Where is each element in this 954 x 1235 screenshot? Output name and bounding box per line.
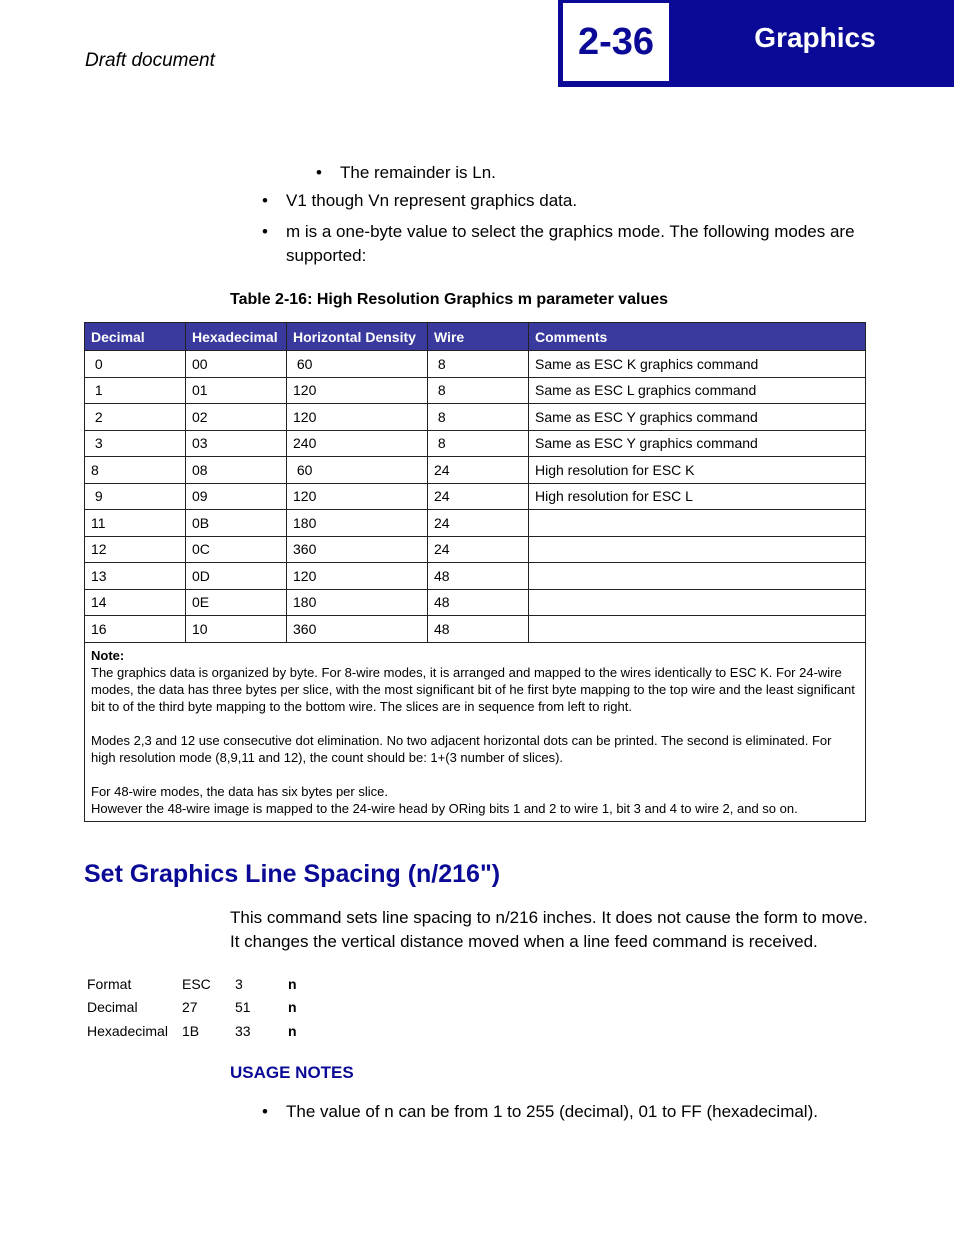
note-cell — [85, 642, 866, 821]
table-cell: 13 — [85, 563, 186, 590]
table-cell: 12 — [85, 536, 186, 563]
format-cell: 51 — [235, 999, 251, 1016]
table-cell: 03 — [186, 430, 287, 457]
table-cell: 24 — [428, 510, 529, 537]
table-row — [85, 483, 866, 510]
table-cell: 24 — [428, 483, 529, 510]
table-cell: 8 — [85, 457, 186, 484]
section-title-header: Graphics — [754, 22, 876, 53]
table-cell: 8 — [428, 351, 529, 378]
bullet-text: m is a one-byte value to select the graphics mode. The following modes are supported: — [286, 222, 855, 265]
draft-label: Draft document — [85, 50, 215, 71]
bullet-icon: • — [262, 191, 268, 210]
table-cell: 0B — [186, 510, 287, 537]
bullet-icon: • — [262, 1102, 268, 1121]
table-row — [85, 536, 866, 563]
table-cell: 1 — [85, 377, 186, 404]
format-cell: 1B — [182, 1022, 200, 1039]
table-cell: 0 — [85, 351, 186, 378]
table-cell: 0C — [186, 536, 287, 563]
format-row — [84, 972, 300, 996]
table-cell: 09 — [186, 483, 287, 510]
table-cell: 08 — [186, 457, 287, 484]
table-cell: 8 — [428, 404, 529, 431]
table-cell: 360 — [287, 536, 428, 563]
table-cell: Same as ESC L graphics command — [529, 377, 866, 404]
table-header-row — [85, 323, 866, 351]
note-label: Note: — [91, 647, 125, 663]
table-cell — [529, 616, 866, 643]
table-cell — [529, 589, 866, 616]
format-cell: Format — [87, 975, 132, 992]
table-cell: 24 — [428, 457, 529, 484]
table-cell: 360 — [287, 616, 428, 643]
table-cell — [529, 563, 866, 590]
table-row — [85, 616, 866, 643]
column-header: Horizontal Density — [287, 323, 428, 351]
table-cell: 0E — [186, 589, 287, 616]
format-cell: 33 — [235, 1022, 251, 1039]
table-cell: 02 — [186, 404, 287, 431]
table-cell: 24 — [428, 536, 529, 563]
table-cell: 8 — [428, 430, 529, 457]
table-cell: High resolution for ESC K — [529, 457, 866, 484]
table-cell: 00 — [186, 351, 287, 378]
table-cell: 48 — [428, 563, 529, 590]
note-paragraph: The graphics data is organized by byte. For 8-wire modes, it is arranged and mapped to the wires identically to ESC K. For 24-wire modes, the data has three bytes per slice, with the most significant bit of he first byte mapping to the top wire and the least significant bit to of the third byte mapping to the bottom wire. The slices are in sequence from left to right. — [91, 664, 855, 714]
table-cell — [529, 510, 866, 537]
table-row — [85, 377, 866, 404]
format-row — [84, 1019, 300, 1043]
table-row — [85, 563, 866, 590]
command-format-table — [84, 972, 300, 1043]
table-cell: 120 — [287, 563, 428, 590]
table-cell: 16 — [85, 616, 186, 643]
bullet-icon: • — [262, 222, 268, 241]
column-header: Hexadecimal — [186, 323, 287, 351]
table-cell: Same as ESC K graphics command — [529, 351, 866, 378]
table-cell: 48 — [428, 589, 529, 616]
table-cell — [529, 536, 866, 563]
table-cell: 120 — [287, 483, 428, 510]
table-cell: 60 — [287, 351, 428, 378]
table-cell: High resolution for ESC L — [529, 483, 866, 510]
note-paragraph: For 48-wire modes, the data has six bytes per slice. However the 48-wire image is mapped to the 24-wire head by ORing bits 1 and 2 to wire 1, bit 3 and 4 to wire 2, and so on. — [91, 783, 798, 816]
table-cell: Same as ESC Y graphics command — [529, 430, 866, 457]
table-cell: 01 — [186, 377, 287, 404]
usage-notes-heading: USAGE NOTES — [230, 1063, 354, 1082]
bullet-text: The value of n can be from 1 to 255 (decimal), 01 to FF (hexadecimal). — [286, 1102, 818, 1121]
column-header: Comments — [529, 323, 866, 351]
bullet-text: The remainder is Ln. — [340, 163, 496, 182]
table-row — [85, 351, 866, 378]
note-body — [91, 664, 859, 817]
table-cell: 0D — [186, 563, 287, 590]
table-cell: 60 — [287, 457, 428, 484]
format-cell: ESC — [182, 975, 211, 992]
table-cell: 2 — [85, 404, 186, 431]
table-caption: Table 2-16: High Resolution Graphics m parameter values — [230, 291, 669, 308]
section-body: This command sets line spacing to n/216 inches. It does not cause the form to move. It changes the vertical distance moved when a line feed command is received. — [230, 908, 868, 951]
table-cell: 240 — [287, 430, 428, 457]
table-cell: 14 — [85, 589, 186, 616]
table-cell: 48 — [428, 616, 529, 643]
table-cell: 8 — [428, 377, 529, 404]
table-row — [85, 404, 866, 431]
format-cell: n — [288, 975, 297, 992]
table-row — [85, 457, 866, 484]
table-cell: 10 — [186, 616, 287, 643]
bullet-text: V1 though Vn represent graphics data. — [286, 191, 578, 210]
table-row — [85, 510, 866, 537]
table-row — [85, 589, 866, 616]
bullet-icon: • — [316, 163, 322, 182]
table-cell: 180 — [287, 510, 428, 537]
note-paragraph: Modes 2,3 and 12 use consecutive dot elimination. No two adjacent horizontal dots can be printed. The second is eliminated. For high resolution mode (8,9,11 and 12), the count should be: 1+(3 number of slices). — [91, 732, 832, 765]
table-cell: 11 — [85, 510, 186, 537]
table-cell: 9 — [85, 483, 186, 510]
table-row — [85, 430, 866, 457]
format-cell: Hexadecimal — [87, 1022, 168, 1039]
format-row — [84, 996, 300, 1020]
table-cell: 180 — [287, 589, 428, 616]
format-cell: 3 — [235, 975, 243, 992]
column-header: Wire — [428, 323, 529, 351]
format-cell: n — [288, 999, 297, 1016]
note-row — [85, 642, 866, 821]
table-cell: 3 — [85, 430, 186, 457]
column-header: Decimal — [85, 323, 186, 351]
table-cell: 120 — [287, 404, 428, 431]
section-heading: Set Graphics Line Spacing (n/216") — [84, 860, 501, 888]
format-cell: 27 — [182, 999, 198, 1016]
format-cell: n — [288, 1022, 297, 1039]
table-cell: Same as ESC Y graphics command — [529, 404, 866, 431]
section-number: 2-36 — [563, 3, 669, 81]
format-cell: Decimal — [87, 999, 138, 1016]
params-table — [84, 322, 866, 822]
table-cell: 120 — [287, 377, 428, 404]
